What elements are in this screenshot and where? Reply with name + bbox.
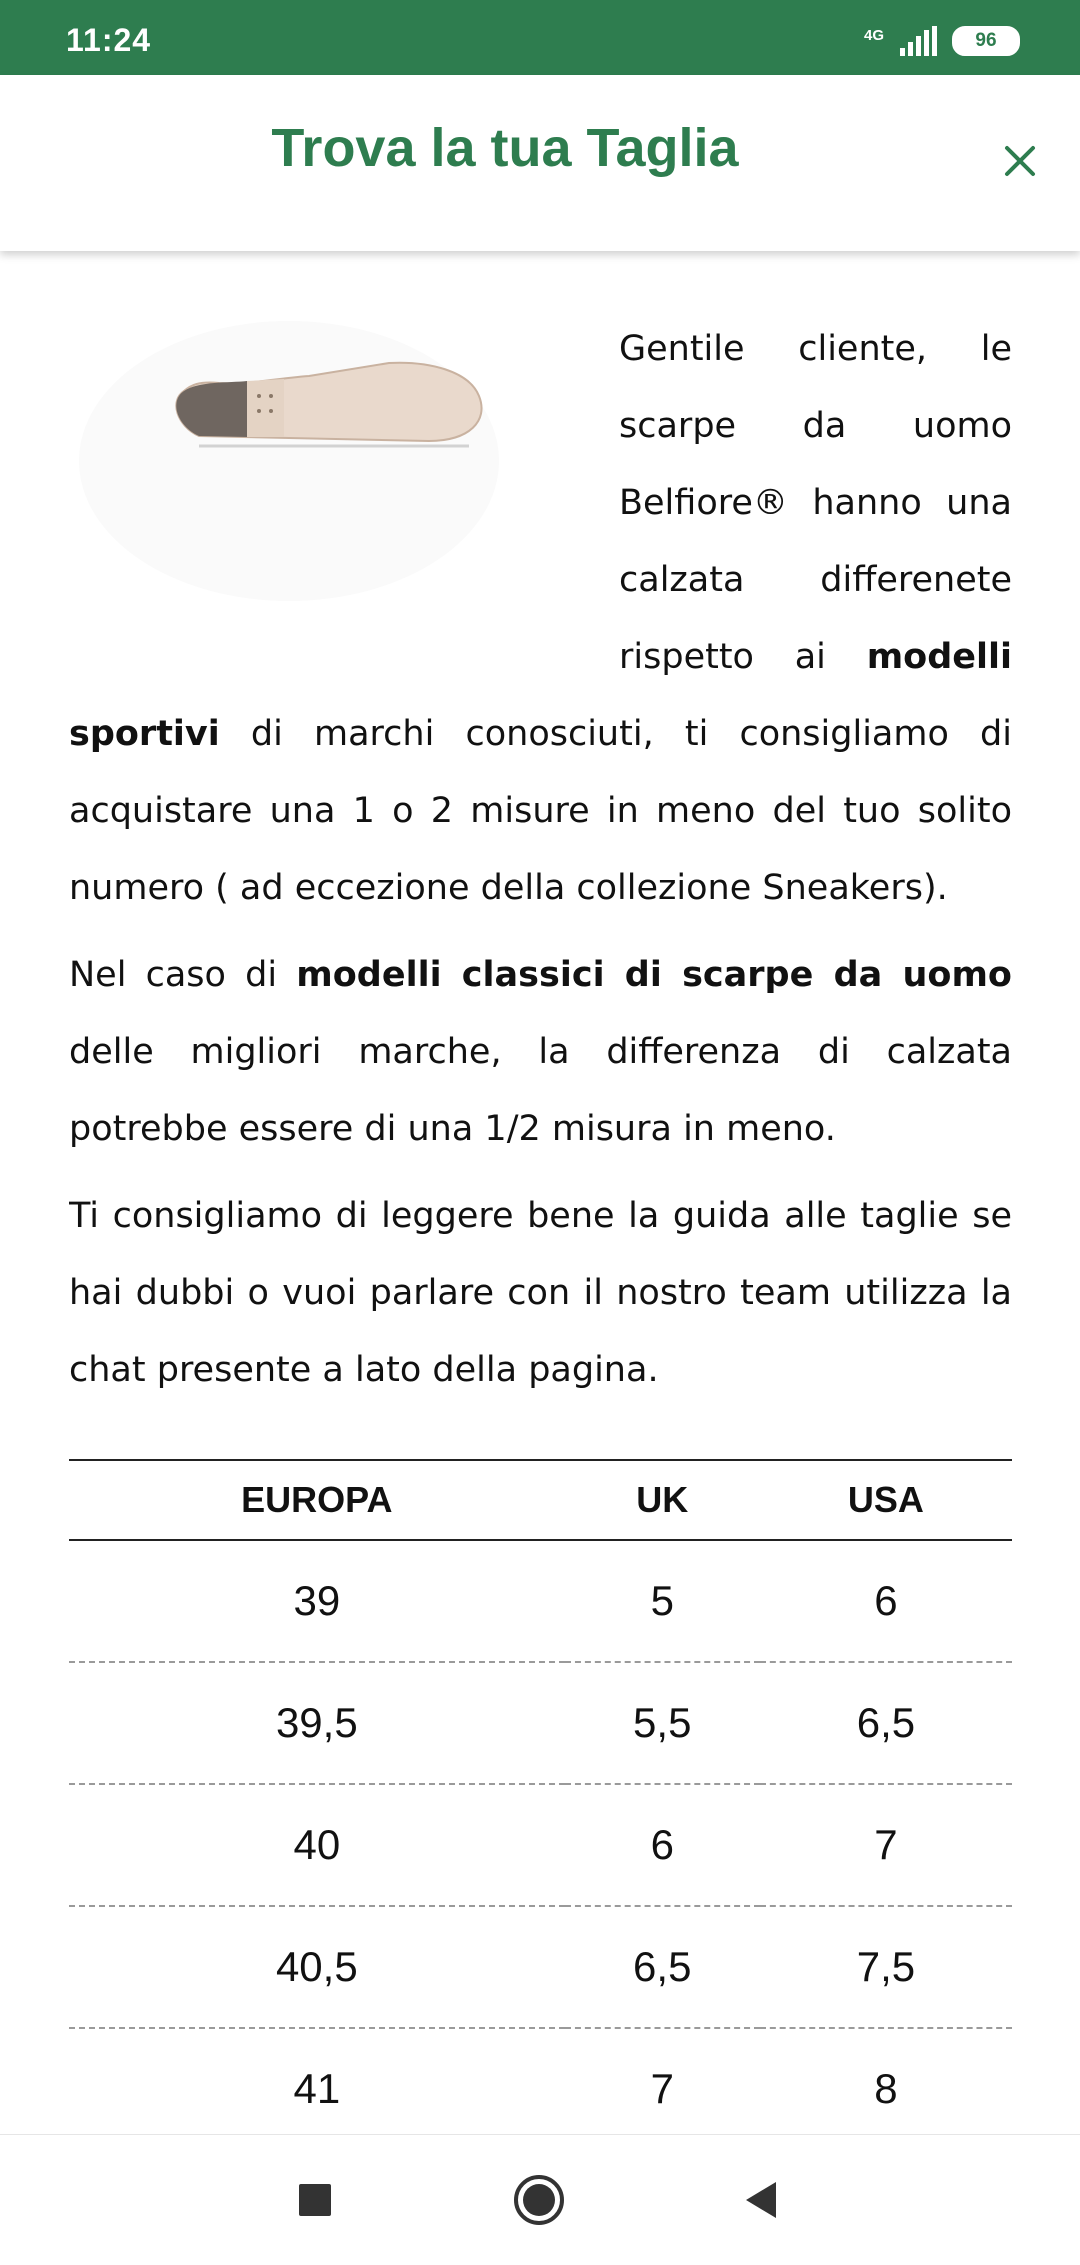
cell-usa: 7,5 — [760, 1906, 1012, 2028]
intro-text-end: di marchi conosciuti, ti consigliamo di acquistare una 1 o 2 misure in meno del tuo solito numero ( ad eccezione della collezione Sneakers). — [69, 714, 1012, 908]
size-guide-content[interactable] — [69, 251, 1012, 2134]
cell-usa: 8 — [760, 2028, 1012, 2134]
cell-uk: 5,5 — [565, 1662, 760, 1784]
close-icon — [1003, 144, 1037, 178]
close-button[interactable] — [990, 131, 1050, 191]
cell-uk: 5 — [565, 1540, 760, 1662]
table-row — [69, 1906, 1012, 2028]
cell-usa: 7 — [760, 1784, 1012, 1906]
table-header-row — [69, 1460, 1012, 1540]
back-button[interactable] — [732, 2170, 792, 2230]
back-triangle-icon — [742, 2180, 782, 2220]
cell-europa: 41 — [69, 2028, 565, 2134]
network-type-label: 4G — [863, 26, 884, 44]
shoe-sole-image — [69, 301, 569, 661]
classic-text-end: delle migliori marche, la differenza di calzata potrebbe essere di una 1/2 misura in meno. — [69, 1032, 1012, 1149]
cell-usa: 6 — [760, 1540, 1012, 1662]
header-europa: EUROPA — [69, 1460, 565, 1540]
status-bar — [0, 0, 1080, 75]
size-conversion-table — [69, 1459, 1012, 2134]
status-time: 11:24 — [66, 22, 152, 58]
battery-level: 96 — [975, 30, 997, 51]
cell-usa: 6,5 — [760, 1662, 1012, 1784]
recents-square-icon — [297, 2182, 333, 2218]
classic-bold-text: modelli classici di scarpe da uomo — [296, 955, 1012, 995]
cell-uk: 7 — [565, 2028, 760, 2134]
classic-models-paragraph — [69, 937, 1012, 1168]
status-icons — [864, 26, 1020, 56]
intro-paragraph — [69, 311, 1012, 927]
cell-europa: 40,5 — [69, 1906, 565, 2028]
home-button[interactable] — [509, 2170, 569, 2230]
recents-button[interactable] — [285, 2170, 345, 2230]
intro-bold-sport-models: modelli sportivi — [69, 637, 1012, 754]
cell-europa: 39 — [69, 1540, 565, 1662]
home-circle-icon — [512, 2173, 566, 2227]
classic-text-start: Nel caso di — [69, 955, 297, 995]
cell-uk: 6,5 — [565, 1906, 760, 2028]
battery-indicator — [952, 26, 1020, 56]
header-usa: USA — [760, 1460, 1012, 1540]
system-navigation-bar — [0, 2134, 1080, 2265]
header-uk: UK — [565, 1460, 760, 1540]
advice-paragraph: Ti consigliamo di leggere bene la guida alle taglie se hai dubbi o vuoi parlare con il nostro team utilizza la chat presente a lato della pagina. — [69, 1196, 1012, 1390]
cell-europa: 40 — [69, 1784, 565, 1906]
table-row — [69, 2028, 1012, 2134]
cell-europa: 39,5 — [69, 1662, 565, 1784]
cell-uk: 6 — [565, 1784, 760, 1906]
page-title: Trova la tua Taglia — [271, 118, 739, 178]
modal-header — [0, 75, 1080, 251]
table-row — [69, 1662, 1012, 1784]
table-row — [69, 1784, 1012, 1906]
signal-icon — [898, 26, 938, 56]
table-row — [69, 1540, 1012, 1662]
intro-text-start: Gentile cliente, le scarpe da uomo Belfiore® hanno una calzata differenete rispetto ai — [619, 329, 1012, 677]
